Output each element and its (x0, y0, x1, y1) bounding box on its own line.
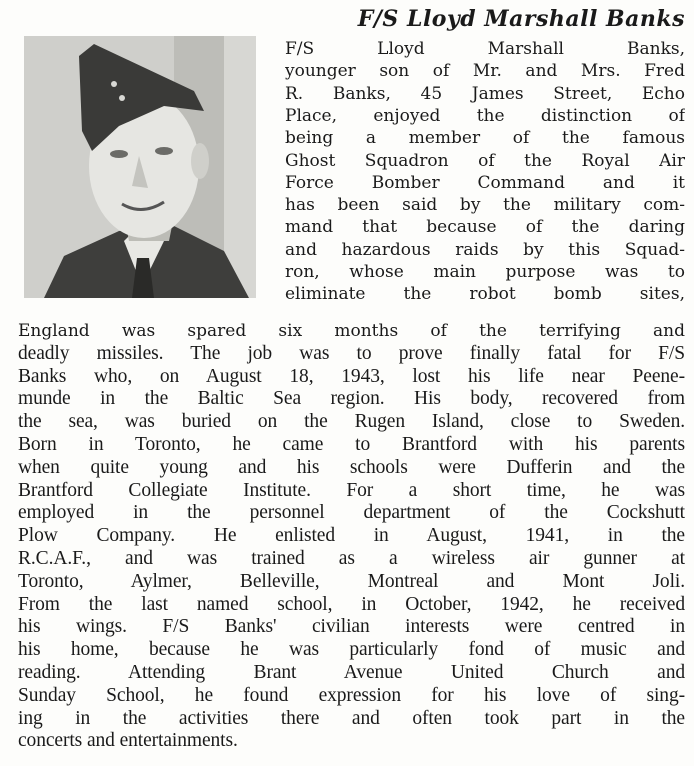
text-line: Sunday School, he found expression for his love of sing- (18, 684, 685, 706)
article-title: F/S Lloyd Marshall Banks (357, 6, 685, 32)
text-line: eliminate the robot bomb sites, (285, 284, 685, 305)
text-line: his home, because he was particularly fond of music and (18, 639, 685, 661)
text-line: has been said by the military com- (285, 195, 685, 216)
text-line: and hazardous raids by this Squad- (285, 239, 685, 260)
text-line: ron, whose main purpose was to (285, 262, 685, 282)
text-line: England was spared six months of the terrifying and (18, 321, 685, 341)
text-line: From the last named school, in October, 1942, he received (18, 593, 685, 615)
text-line: mand that because of the daring (285, 217, 685, 238)
text-line: concerts and entertainments. (18, 730, 238, 752)
text-line: Born in Toronto, he came to Brantford with his parents (18, 434, 685, 455)
text-line: Toronto, Aylmer, Belleville, Montreal and Mont Joli. (18, 570, 685, 592)
text-line: deadly missiles. The job was to prove finally fatal for F/S (18, 342, 685, 364)
text-line: Banks who, on August 18, 1943, lost his life near Peene- (18, 365, 685, 387)
text-line: R. Banks, 45 James Street, Echo (285, 83, 685, 104)
text-line: the sea, was buried on the Rugen Island, close to Sweden. (18, 411, 685, 433)
portrait-illustration (24, 36, 256, 298)
portrait-photo (24, 36, 256, 298)
text-line: Place, enjoyed the distinction of (285, 105, 685, 126)
text-line: R.C.A.F., and was trained as a wireless air gunner at (18, 548, 685, 569)
text-line: being a member of the famous (285, 128, 685, 149)
text-line: Brantford Collegiate Institute. For a short time, he was (18, 479, 685, 501)
text-line: when quite young and his schools were Dufferin and the (18, 456, 685, 478)
text-line: Plow Company. He enlisted in August, 1941, in the (18, 525, 685, 547)
text-line: his wings. F/S Banks' civilian interests were centred in (18, 616, 685, 638)
text-line: ing in the activities there and often took part in the (18, 707, 685, 729)
text-line: reading. Attending Brant Avenue United Church and (18, 662, 685, 683)
text-line: Force Bomber Command and it (285, 172, 685, 193)
text-line: F/S Lloyd Marshall Banks, (285, 39, 685, 59)
text-line: employed in the personnel department of the Cockshutt (18, 502, 685, 524)
text-line: younger son of Mr. and Mrs. Fred (285, 61, 685, 82)
text-line: Ghost Squadron of the Royal Air (285, 150, 685, 171)
text-line: munde in the Baltic Sea region. His body, recovered from (18, 388, 685, 410)
